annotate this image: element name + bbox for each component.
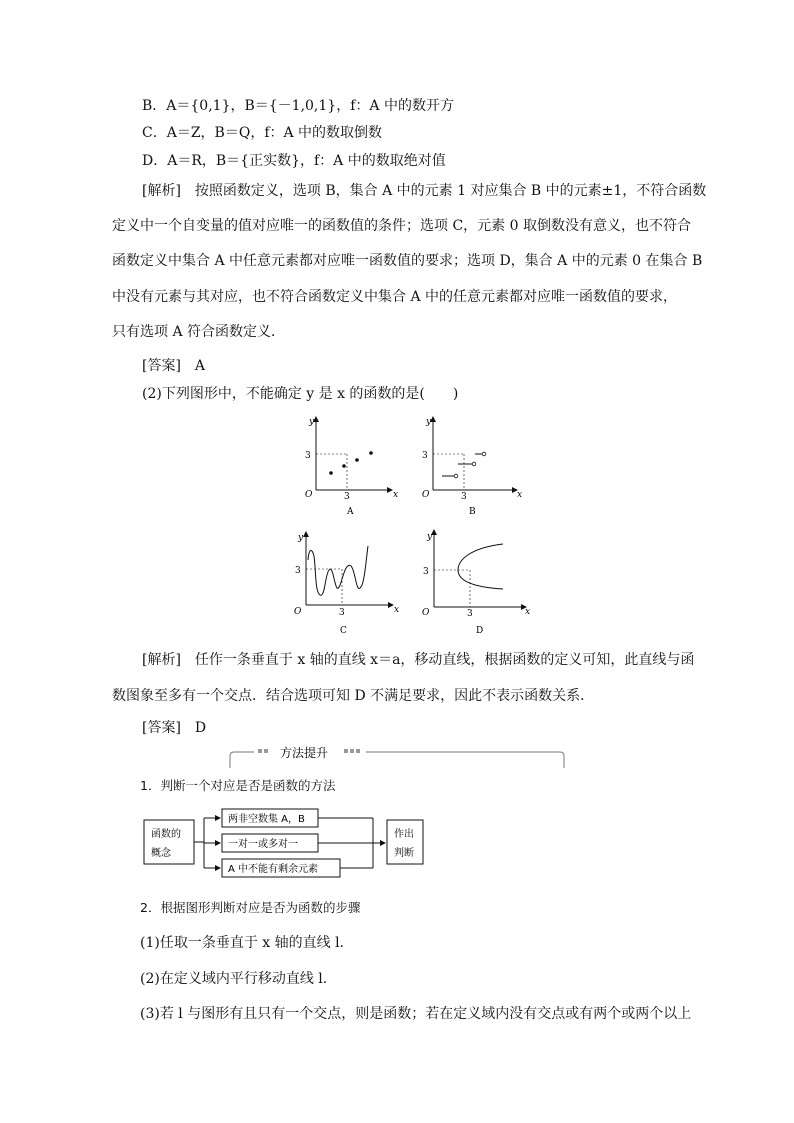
graph-a-xlabel: x: [393, 490, 399, 500]
analysis1-line2: 定义中一个自变量的值对应唯一的函数值的条件；选项 C，元素 0 取倒数没有意义，也不符合: [112, 218, 691, 234]
graph-a-caption: A: [347, 507, 354, 517]
diagram-mid-box-2: 一对一或多对一: [228, 839, 298, 850]
graph-a-ylabel: y: [309, 417, 315, 427]
method2-step3: (3)若 l 与图形有且只有一个交点，则是函数；若在定义域内没有交点或有两个或两个以上: [140, 1006, 692, 1022]
method1-heading: 1．判断一个对应是否是函数的方法: [140, 778, 336, 793]
method2-step1: (1)任取一条垂直于 x 轴的直线 l.: [140, 935, 345, 951]
graph-d-ticky: 3: [423, 567, 429, 577]
graph-d-origin: O: [422, 608, 430, 618]
diagram-left-box-line2: 概念: [151, 848, 171, 859]
graph-b-tickx: 3: [461, 492, 467, 502]
graph-c: [294, 532, 399, 636]
answer2: [答案] D: [142, 720, 207, 736]
graph-c-ticky: 3: [295, 566, 301, 576]
point-4: [369, 451, 373, 455]
graph-d-ylabel: y: [427, 532, 433, 542]
analysis2-line2: 数图象至多有一个交点．结合选项可知 D 不满足要求，因此不表示函数关系．: [112, 688, 595, 704]
graph-c-caption: C: [340, 626, 347, 636]
graph-a-origin: O: [305, 490, 313, 500]
diagram-mid-box-1: 两非空数集 A，B: [228, 814, 305, 825]
diagram-right-box-line1: 作出: [394, 829, 414, 840]
graph-d: [422, 530, 530, 636]
method-banner: [0, 740, 794, 770]
point-2: [342, 464, 346, 468]
analysis1-line3: 函数定义中集合 A 中任意元素都对应唯一函数值的要求；选项 D，集合 A 中的元素 0 在集合 B: [112, 253, 703, 269]
question2: (2)下列图形中，不能确定 y 是 x 的函数的是( ): [142, 386, 459, 402]
diagram-right-box-line2: 判断: [394, 848, 414, 859]
analysis1-line4: 中没有元素与其对应，也不符合函数定义中集合 A 中的任意元素都对应唯一函数值的要求，: [112, 289, 678, 305]
graph-c-tickx: 3: [339, 608, 345, 618]
graph-c-xlabel: x: [394, 605, 400, 615]
point-1: [329, 471, 333, 475]
graph-b-ticky: 3: [422, 451, 428, 461]
method2-step2: (2)在定义域内平行移动直线 l.: [140, 971, 328, 987]
graph-b-xlabel: x: [517, 490, 523, 500]
method2-heading: 2．根据图形判断对应是否为函数的步骤: [140, 900, 361, 915]
analysis2-line1: [解析] 任作一条垂直于 x 轴的直线 x＝a，移动直线，根据函数的定义可知，此直线与函: [142, 652, 695, 668]
graph-c-origin: O: [294, 607, 302, 617]
graph-a-tickx: 3: [344, 492, 350, 502]
diagram-mid-box-3: A 中不能有剩余元素: [228, 864, 319, 875]
graph-b: [422, 417, 522, 517]
graph-b-origin: O: [422, 490, 430, 500]
analysis1-line5: 只有选项 A 符合函数定义．: [112, 324, 286, 340]
curve-d: [458, 544, 503, 589]
graph-d-xlabel: x: [525, 607, 531, 617]
method1-diagram: [0, 800, 794, 880]
graph-b-ylabel: y: [426, 417, 432, 427]
graph-d-caption: D: [476, 626, 484, 636]
point-3: [355, 458, 359, 462]
method-title: 方法提升: [280, 746, 329, 760]
graph-b-caption: B: [469, 507, 476, 517]
analysis1-line1: [解析] 按照函数定义，选项 B，集合 A 中的元素 1 对应集合 B 中的元素±1，不符合函数: [142, 183, 707, 199]
diagram-left-box-line1: 函数的: [151, 829, 181, 840]
option-b: B．A＝{0,1}，B＝{－1,0,1}，f：A 中的数开方: [142, 98, 454, 114]
option-c: C．A＝Z，B＝Q，f：A 中的数取倒数: [142, 125, 383, 141]
graph-a-ticky: 3: [305, 451, 311, 461]
curve-c: [308, 546, 368, 595]
graph-d-tickx: 3: [467, 609, 473, 619]
graph-a: [305, 417, 398, 517]
option-d: D．A＝R，B＝{正实数}，f：A 中的数取绝对值: [142, 153, 446, 169]
answer1: [答案] A: [142, 358, 206, 374]
graph-c-ylabel: y: [298, 533, 304, 543]
